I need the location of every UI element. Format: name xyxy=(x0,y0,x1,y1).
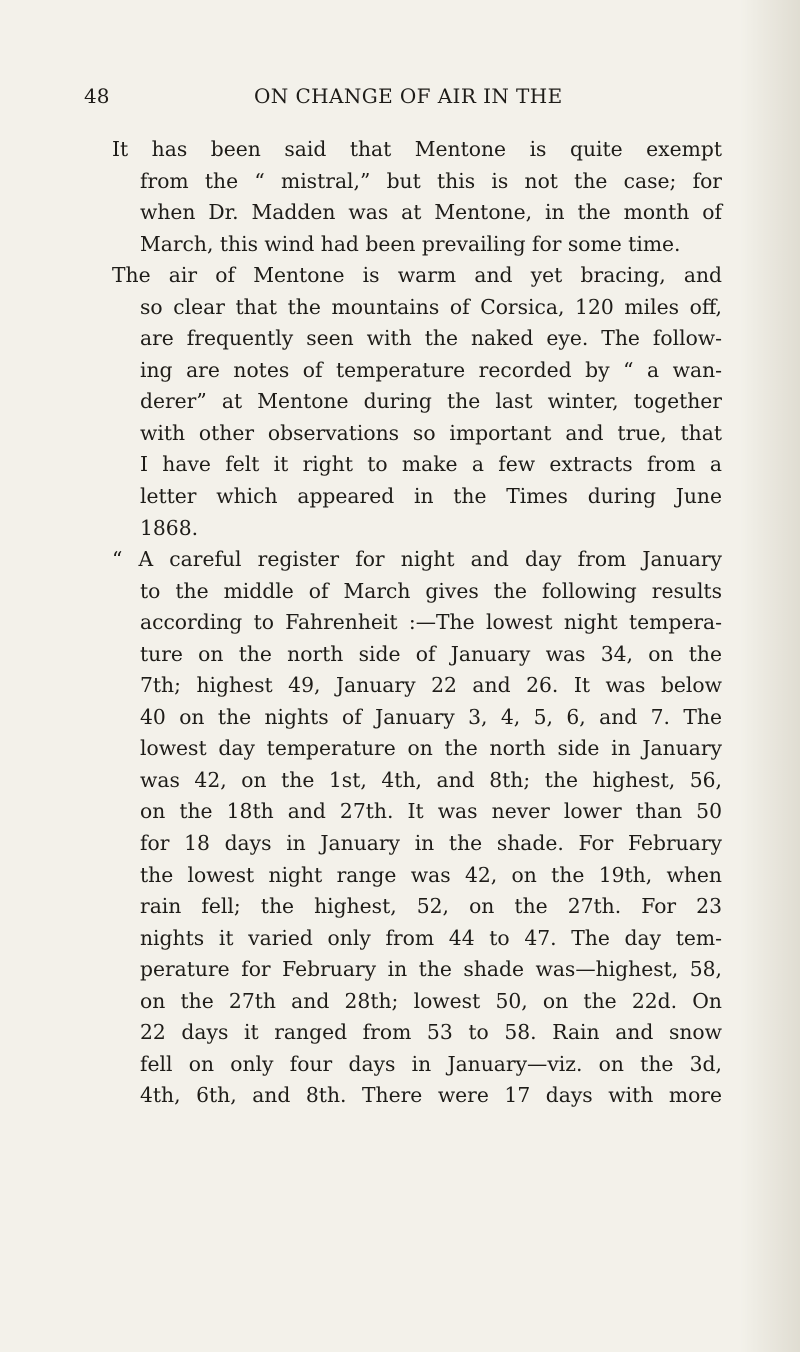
text-line: The air of Mentone is warm and yet bracing, and xyxy=(112,263,722,288)
page-number: 48 xyxy=(84,84,110,108)
text-line: from the “ mistral,” but this is not the case; for xyxy=(140,168,722,193)
text-line: 4th, 6th, and 8th. There were 17 days with more xyxy=(140,1083,722,1108)
text-line: on the 18th and 27th. It was never lower than 50 xyxy=(140,799,722,824)
text-line: with other observations so important and true, that xyxy=(140,420,722,445)
text-line: when Dr. Madden was at Mentone, in the month of xyxy=(140,200,722,225)
text-line: It has been said that Mentone is quite exempt xyxy=(112,137,722,161)
text-line: ing are notes of temperature recorded by “ a wan- xyxy=(140,357,722,382)
text-line: for 18 days in January in the shade. For February xyxy=(140,831,722,856)
text-line: fell on only four days in January—viz. on the 3d, xyxy=(140,1051,722,1076)
text-line: 1868. xyxy=(140,515,199,540)
text-line: lowest day temperature on the north side in January xyxy=(140,736,722,761)
text-line: 40 on the nights of January 3, 4, 5, 6, and 7. The xyxy=(140,704,722,729)
text-line: derer” at Mentone during the last winter, together xyxy=(140,389,722,414)
text-line: letter which appeared in the Times during June xyxy=(140,484,722,509)
text-line: on the 27th and 28th; lowest 50, on the 22d. On xyxy=(140,988,722,1013)
running-title: ON CHANGE OF AIR IN THE xyxy=(254,84,563,108)
text-line: the lowest night range was 42, on the 19th, when xyxy=(140,862,722,887)
body-text xyxy=(112,134,722,1112)
text-line: was 42, on the 1st, 4th, and 8th; the highest, 56, xyxy=(140,767,722,792)
text-line: to the middle of March gives the following results xyxy=(140,578,722,603)
page-header xyxy=(84,84,724,114)
text-line: perature for February in the shade was—highest, 58, xyxy=(140,957,722,982)
text-line: so clear that the mountains of Corsica, 120 miles off, xyxy=(140,294,722,319)
page-edge-shadow xyxy=(740,0,800,1352)
text-line: 22 days it ranged from 53 to 58. Rain and snow xyxy=(140,1020,722,1045)
text-line: rain fell; the highest, 52, on the 27th. For 23 xyxy=(140,894,722,919)
text-line: according to Fahrenheit :—The lowest night tempera- xyxy=(140,610,722,635)
text-line: “ A careful register for night and day from January xyxy=(112,547,722,572)
text-line: 7th; highest 49, January 22 and 26. It was below xyxy=(140,673,722,698)
text-line: are frequently seen with the naked eye. The follow- xyxy=(140,326,722,351)
text-line: nights it varied only from 44 to 47. The day tem- xyxy=(140,925,722,950)
text-line: ture on the north side of January was 34, on the xyxy=(140,641,722,666)
text-line: I have felt it right to make a few extracts from a xyxy=(140,452,722,477)
text-line: March, this wind had been prevailing for some time. xyxy=(140,231,681,256)
